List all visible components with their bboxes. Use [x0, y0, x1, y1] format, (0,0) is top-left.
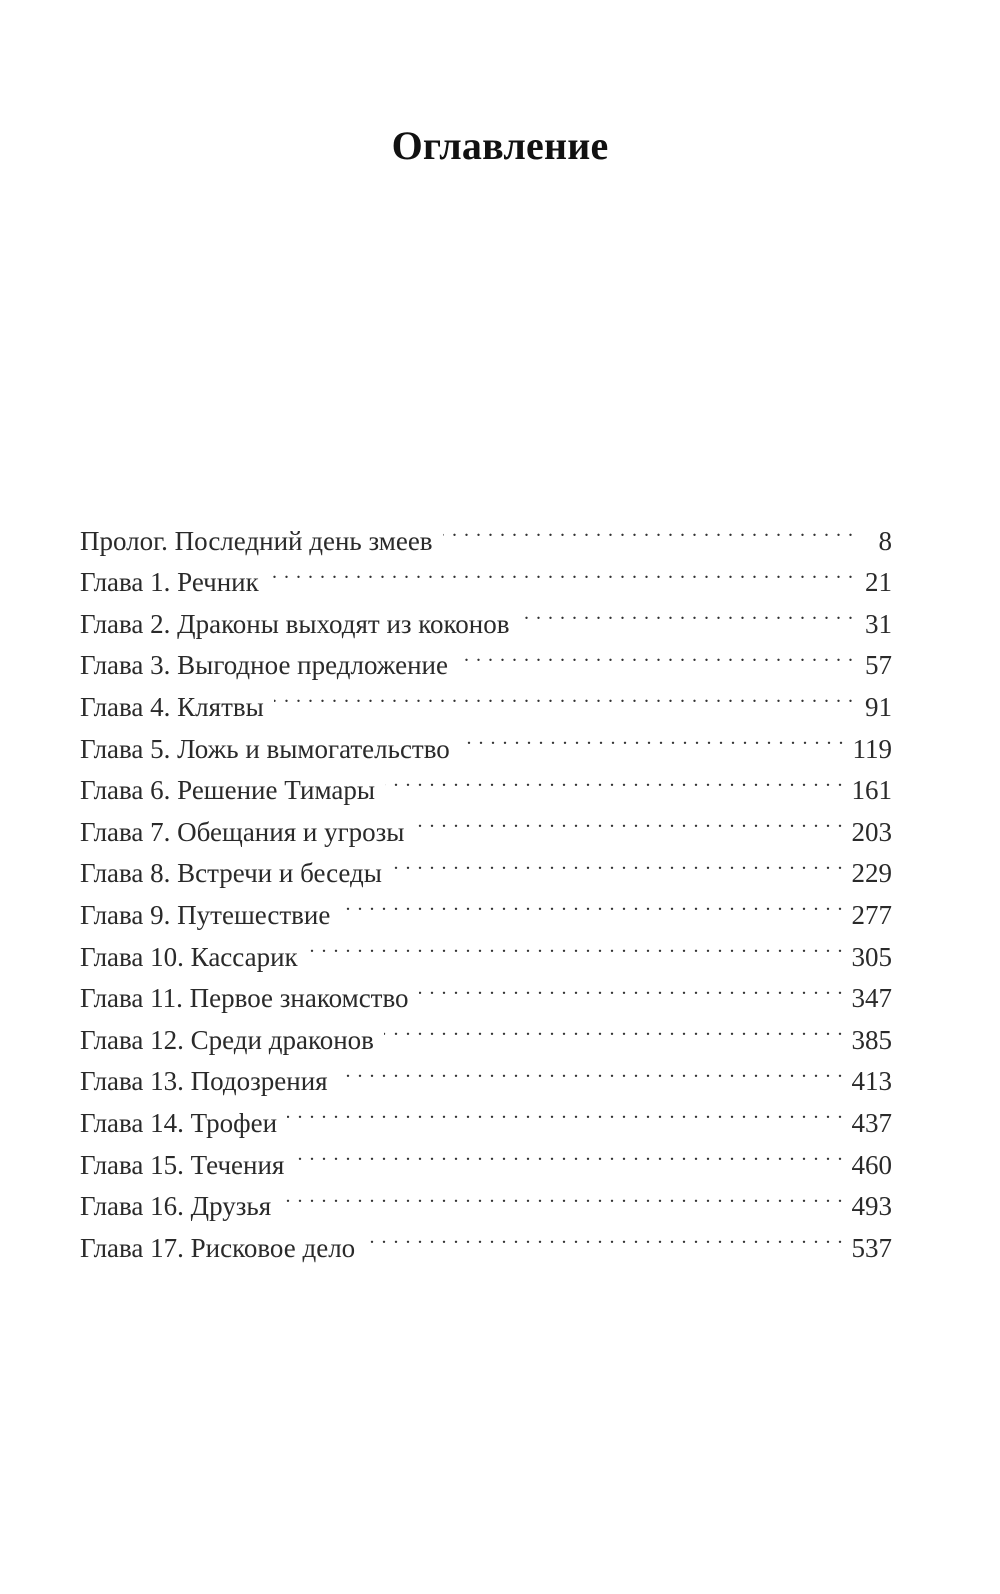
toc-entry-page-number: 460: [851, 1149, 892, 1180]
toc-dot-leader: [340, 882, 843, 924]
page-title: Оглавление: [391, 123, 609, 168]
toc-entry-title: Глава 11. Первое знакомство: [80, 983, 409, 1014]
toc-entry-title: Глава 7. Обещания и угрозы: [80, 816, 405, 847]
toc-entry-page-number: 31: [865, 608, 892, 639]
toc-dot-leader: [384, 1007, 844, 1049]
toc-entry-page-number: 21: [865, 567, 892, 598]
toc-dot-leader: [414, 799, 843, 841]
table-of-contents: [80, 508, 892, 1263]
toc-entry-page-number: 203: [851, 816, 892, 847]
toc-entry-page-number: 385: [851, 1024, 892, 1055]
toc-entry-title: Глава 5. Ложь и вымогательство: [80, 733, 450, 764]
toc-entry-title: Глава 14. Трофеи: [80, 1107, 278, 1138]
toc-entry-title: Глава 4. Клятвы: [80, 691, 264, 722]
toc-dot-leader: [392, 841, 844, 883]
toc-entry-page-number: 57: [865, 650, 892, 681]
toc-entry-title: Глава 13. Подозрения: [80, 1066, 328, 1097]
toc-dot-leader: [460, 716, 845, 758]
toc-entry-title: Глава 3. Выгодное предложение: [80, 650, 448, 681]
toc-entry-page-number: 161: [851, 775, 892, 806]
toc-dot-leader: [308, 924, 844, 966]
toc-dot-leader: [274, 674, 854, 716]
toc-entry-page-number: 277: [851, 899, 892, 930]
toc-entry-title: Глава 16. Друзья: [80, 1191, 272, 1222]
toc-dot-leader: [269, 550, 854, 592]
toc-dot-leader: [338, 1049, 844, 1091]
toc-entry-title: Глава 9. Путешествие: [80, 899, 331, 930]
toc-entry-page-number: 91: [865, 691, 892, 722]
toc-dot-leader: [287, 1090, 843, 1132]
toc-dot-leader: [458, 633, 854, 675]
toc-entry-title: Пролог. Последний день змеев: [80, 525, 433, 556]
toc-entry-page-number: 119: [852, 733, 892, 764]
toc-dot-leader: [419, 966, 844, 1008]
toc-entry-title: Глава 15. Течения: [80, 1149, 285, 1180]
toc-entry-page-number: 229: [851, 858, 892, 889]
toc-entry-title: Глава 17. Рисковое дело: [80, 1232, 356, 1263]
toc-dot-leader: [365, 1215, 843, 1257]
toc-entry-title: Глава 1. Речник: [80, 567, 259, 598]
toc-entry-page-number: 413: [851, 1066, 892, 1097]
toc-entry-page-number: 305: [851, 941, 892, 972]
toc-entry: [80, 508, 892, 556]
toc-entry-title: Глава 6. Решение Тимары: [80, 775, 376, 806]
toc-entry-page-number: 8: [878, 525, 892, 556]
toc-entry-title: Глава 10. Кассарик: [80, 941, 298, 972]
toc-entry-page-number: 493: [851, 1191, 892, 1222]
toc-dot-leader: [294, 1132, 843, 1174]
toc-entry-title: Глава 2. Драконы выходят из коконов: [80, 608, 510, 639]
toc-entry-page-number: 347: [851, 983, 892, 1014]
toc-entry-page-number: 537: [851, 1232, 892, 1263]
toc-entry-title: Глава 12. Среди драконов: [80, 1024, 374, 1055]
toc-dot-leader: [443, 508, 854, 550]
toc-dot-leader: [520, 591, 855, 633]
toc-dot-leader: [385, 758, 843, 800]
toc-dot-leader: [281, 1174, 843, 1216]
toc-entry-page-number: 437: [851, 1107, 892, 1138]
toc-entry-title: Глава 8. Встречи и беседы: [80, 858, 382, 889]
